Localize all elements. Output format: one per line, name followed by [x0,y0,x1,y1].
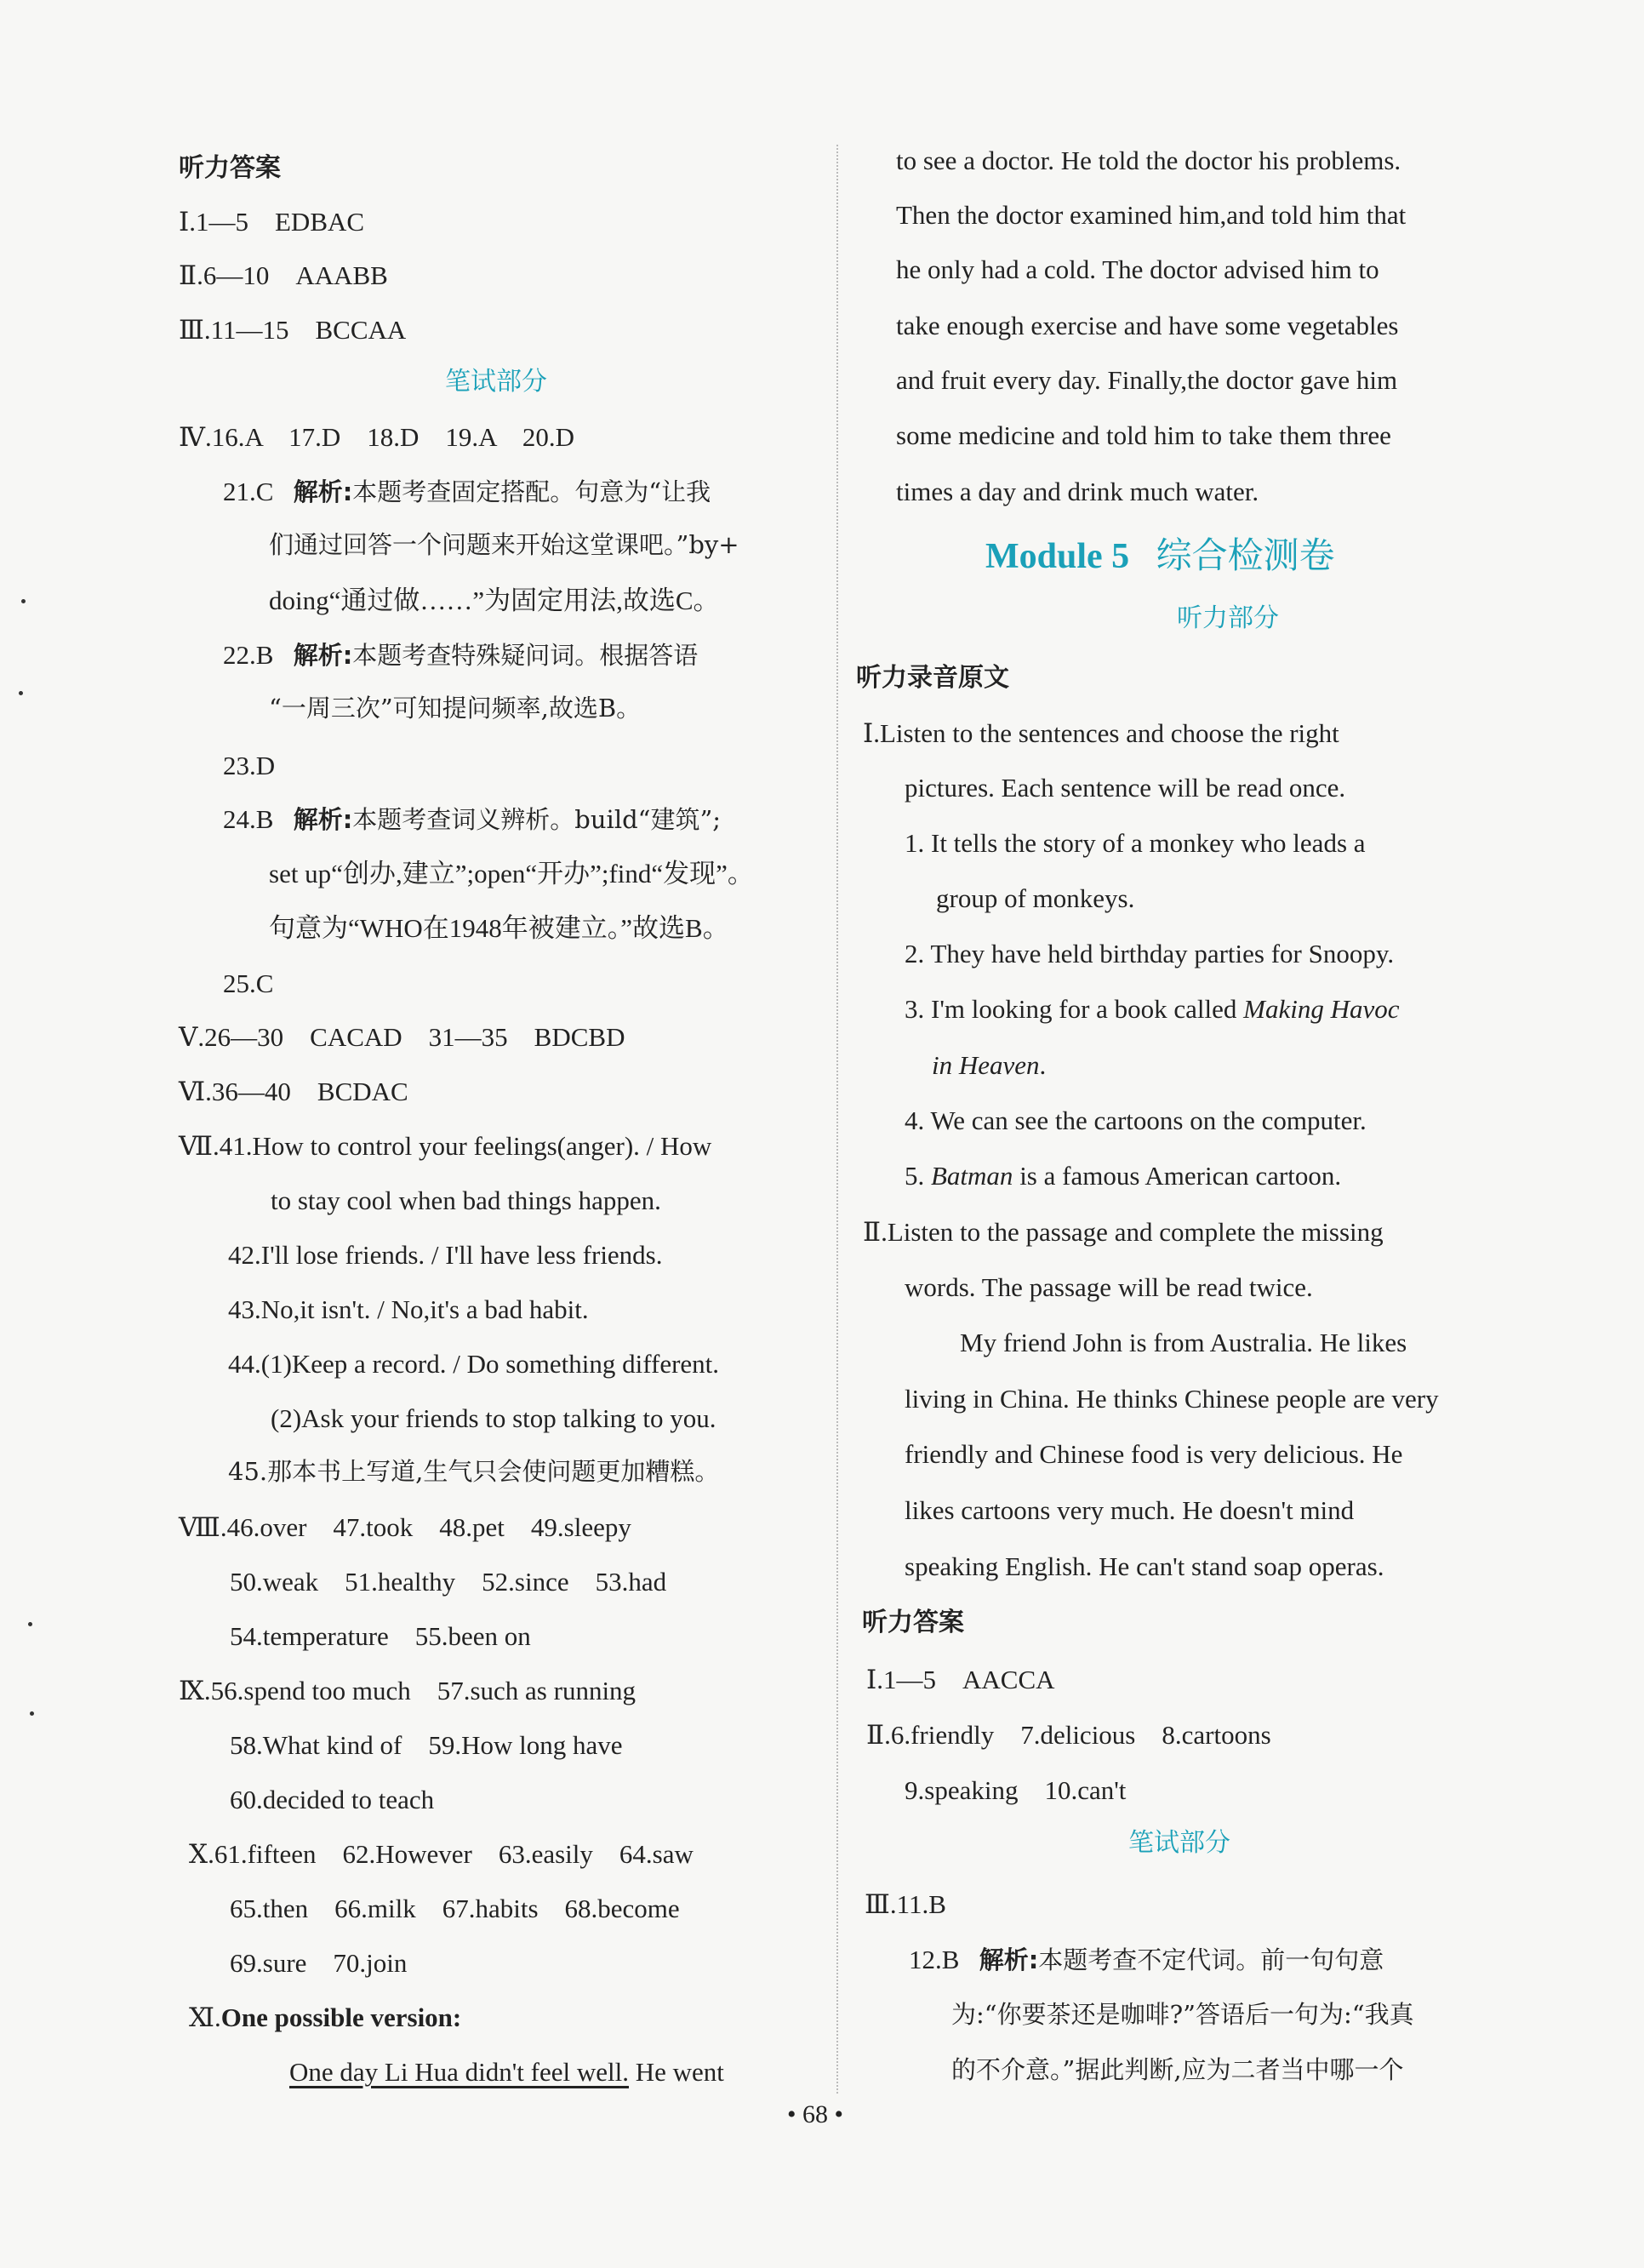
explanation-line [223,642,698,668]
column-divider [836,145,838,2094]
module-title-cn: 综合检测卷 [1156,534,1335,576]
explanation-text: 本题考查特殊疑问词。根据答语 [352,641,699,670]
explanation-text: 本题考查词义辨析。build“建筑”; [352,805,722,834]
question-number: 21.C [223,477,274,506]
answer-line [189,2004,461,2031]
passage-line: likes cartoons very much. He doesn't mind [905,1495,1355,1525]
written-part-heading: 笔试部分 [1128,1828,1230,1858]
answer-line: Ⅱ.6—10 AAABB [179,260,388,290]
essay-line: Then the doctor examined him,and told him that [896,200,1407,230]
answer-line: 43.No,it isn't. / No,it's a bad habit. [228,1294,589,1324]
answer-line: 42.I'll lose friends. / I'll have less friends. [228,1240,663,1270]
instruction-line: pictures. Each sentence will be read once. [905,773,1346,803]
transcript-heading: 听力录音原文 [856,663,1009,693]
explanation-text: 本题考查固定搭配。句意为“让我 [352,477,711,506]
answer-line: Ⅱ.6.friendly 7.delicious 8.cartoons [866,1720,1271,1750]
essay-line: take enough exercise and have some vegetables [896,311,1399,340]
answer-line: 58.What kind of 59.How long have [230,1730,623,1760]
sentence-text: . [1039,1050,1047,1080]
underlined-sentence: One day Li Hua didn't feel well. [289,2057,629,2087]
answer-line: 54.temperature 55.been on [230,1621,531,1651]
listening-answers-heading: 听力答案 [179,153,281,183]
explanation-label: 解析: [293,477,353,506]
margin-speck [19,691,23,695]
explanation-label: 解析: [293,641,353,670]
sentence-line: 5. Batman is a famous American cartoon. [905,1161,1342,1191]
explanation-line: 句意为“WHO在1948年被建立。”故选B。 [269,913,729,943]
explanation-line: 为:“你要茶还是咖啡?”答语后一句为:“我真 [951,2000,1414,2029]
module-title [985,534,1335,576]
sentence-line: group of monkeys. [936,883,1135,913]
instruction-line: Ⅱ.Listen to the passage and complete the missing [863,1217,1384,1247]
explanation-line: doing“通过做……”为固定用法,故选C。 [269,586,720,615]
answer-line: Ⅲ.11.B [865,1889,946,1919]
answer-line: Ⅷ.46.over 47.took 48.pet 49.sleepy [179,1512,631,1542]
passage-line: friendly and Chinese food is very delicious. He [905,1439,1403,1469]
book-title: in Heaven [932,1050,1040,1080]
essay-line: and fruit every day. Finally,the doctor gave him [896,365,1398,395]
sentence-line: 4. We can see the cartoons on the computer. [905,1105,1367,1135]
explanation-line: 们通过回答一个问题来开始这堂课吧。”by+ [269,530,739,559]
sentence-line [932,1052,1046,1078]
answer-line: 65.then 66.milk 67.habits 68.become [230,1894,680,1923]
cartoon-title: Batman [931,1161,1013,1191]
answer-line: 23.D [223,751,276,780]
written-part-heading: 笔试部分 [445,367,547,397]
answer-line: Ⅳ.16.A 17.D 18.D 19.A 20.D [179,422,574,452]
answer-line: 44.(1)Keep a record. / Do something different. [228,1349,720,1379]
book-title: Making Havoc [1243,994,1400,1024]
instruction-line: words. The passage will be read twice. [905,1272,1313,1302]
explanation-label: 解析: [293,805,353,834]
explanation-line [223,478,711,505]
sentence-line: 1. It tells the story of a monkey who leads a [905,828,1366,858]
sentence-line: 2. They have held birthday parties for Snoopy. [905,939,1395,968]
answer-line: Ⅵ.36—40 BCDAC [179,1077,408,1106]
explanation-text: 本题考查不定代词。前一句句意 [1038,1945,1384,1974]
answer-line: Ⅰ.1—5 AACCA [866,1665,1055,1694]
answer-line: Ⅸ.56.spend too much 57.such as running [179,1676,636,1705]
answer-line: 60.decided to teach [230,1785,435,1814]
instruction-line: Ⅰ.Listen to the sentences and choose the right [863,718,1339,748]
margin-speck [21,599,26,603]
sentence-text: is a famous American cartoon. [1013,1161,1342,1191]
explanation-line: set up“创办,建立”;open“开办”;find“发现”。 [269,859,754,888]
answer-line: Ⅹ.61.fifteen 62.However 63.easily 64.saw [189,1839,694,1869]
sentence-line [905,996,1400,1022]
answer-line: Ⅰ.1—5 EDBAC [179,207,365,237]
answer-line: 45.那本书上写道,生气只会使问题更加糟糕。 [228,1457,720,1486]
answer-line: 69.sure 70.join [230,1948,408,1978]
listening-part-heading: 听力部分 [1177,603,1279,633]
essay-line: some medicine and told him to take them three [896,420,1391,450]
passage-line: My friend John is from Australia. He likes [960,1328,1407,1357]
essay-line: times a day and drink much water. [896,477,1259,506]
question-number: 24.B [223,804,274,834]
section-number: Ⅺ. [189,2002,221,2032]
answer-line: 9.speaking 10.can't [905,1775,1127,1805]
answer-line: Ⅲ.11—15 BCCAA [179,315,407,345]
listening-answers-heading: 听力答案 [862,1608,964,1637]
answer-line: (2)Ask your friends to stop talking to you. [271,1403,716,1433]
margin-speck [28,1622,32,1626]
answer-line: Ⅶ.41.How to control your feelings(anger). / How [179,1131,712,1161]
answer-line: to stay cool when bad things happen. [271,1185,661,1215]
essay-text: He went [629,2057,724,2087]
essay-line: to see a doctor. He told the doctor his problems. [896,146,1401,175]
explanation-line: “一周三次”可知提问频率,故选B。 [269,694,642,723]
explanation-line [223,806,721,832]
passage-line: speaking English. He can't stand soap operas. [905,1551,1384,1581]
answer-line: 50.weak 51.healthy 52.since 53.had [230,1567,667,1597]
answer-line: 25.C [223,968,274,998]
module-title-en: Module 5 [985,537,1130,576]
explanation-label: 解析: [979,1945,1039,1974]
question-number: 22.B [223,640,274,670]
explanation-line: 的不介意。”据此判断,应为二者当中哪一个 [951,2055,1404,2084]
question-number: 12.B [909,1945,960,1974]
margin-speck [30,1711,34,1716]
answer-line: Ⅴ.26—30 CACAD 31—35 BDCBD [179,1022,625,1052]
explanation-line [909,1946,1384,1973]
passage-line: living in China. He thinks Chinese people are very [905,1384,1439,1414]
sentence-text: 3. I'm looking for a book called [905,994,1244,1024]
page-number: • 68 • [787,2100,844,2128]
version-label: One possible version: [220,2002,462,2032]
essay-line: he only had a cold. The doctor advised him to [896,254,1379,284]
essay-line [289,2059,724,2085]
